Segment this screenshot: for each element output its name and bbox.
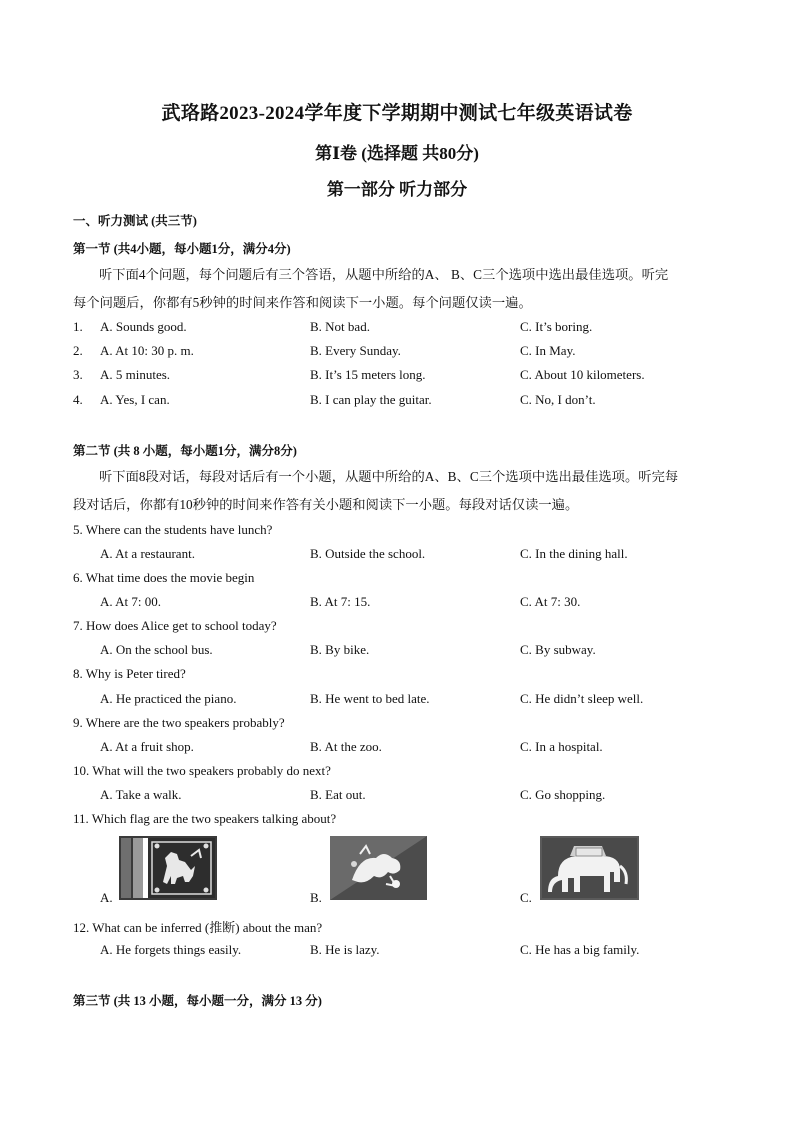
option-a: A. Take a walk. [100,787,182,802]
option-a: A. 5 minutes. [100,367,171,382]
sec2-heading: 第二节 (共 8 小题，每小题1分，满分8分) [73,444,297,458]
option-b: B. Outside the school. [310,546,426,561]
sec1-instructions [73,261,723,317]
option-a: A. Yes, I can. [100,392,170,407]
option-c: C. About 10 kilometers. [520,367,645,382]
option-b: B. Eat out. [310,787,366,802]
sec2-instr-line1: 听下面8段对话，每段对话后有一个小题，从题中所给的A、B、C三个选项中选出最佳选项。听完每 [99,469,679,484]
option-b: B. At 7: 15. [310,594,371,609]
part-title: 第一部分 听力部分 [326,180,468,199]
option-a: A. At a fruit shop. [100,739,194,754]
option-c: C. Go shopping. [520,787,606,802]
question-number: 4. [73,392,83,407]
question-item-3 [73,367,723,387]
lion-flag-image [119,836,217,900]
question-item-4 [73,392,723,412]
option-b: B. Not bad. [310,319,370,334]
question-number: 1. [73,319,83,334]
option-a: A. At 10: 30 p. m. [100,343,194,358]
option-c: C. It’s boring. [520,319,593,334]
sec1-instr-line1: 听下面4个问题，每个问题后有三个答语，从题中所给的A、 B、C三个选项中选出最佳选项。听完 [99,267,669,282]
option-c: C. In May. [520,343,576,358]
option-a: A. He practiced the piano. [100,691,237,706]
question-number: 2. [73,343,83,358]
section-heading: 一、听力测试 (共三节) [73,214,197,228]
question-item-2 [73,343,723,363]
sec3-heading: 第三节 (共 13 小题，每小题一分，满分 13 分) [73,994,322,1008]
option-a: A. At 7: 00. [100,594,162,609]
options-5 [73,546,723,566]
options-7 [73,642,723,662]
option-b: B. By bike. [310,642,370,657]
question-8: 8. Why is Peter tired? [73,666,186,681]
question-10: 10. What will the two speakers probably do next? [73,763,331,778]
option-c: C. In a hospital. [520,739,603,754]
option-c: C. By subway. [520,642,596,657]
sec1-instr-line2: 每个问题后，你都有5秒钟的时间来作答和阅读下一小题。每个问题仅读一遍。 [73,295,532,310]
option-b: B. He is lazy. [310,942,380,957]
sec2-instructions [73,463,723,519]
option-a: A. On the school bus. [100,642,213,657]
options-9 [73,739,723,759]
option-b: B. It’s 15 meters long. [310,367,426,382]
option-a: A. He forgets things easily. [100,942,242,957]
elephant-flag-image [540,836,639,900]
option-a: A. At a restaurant. [100,546,195,561]
option-c: C. In the dining hall. [520,546,628,561]
question-5: 5. Where can the students have lunch? [73,522,273,537]
question-6: 6. What time does the movie begin [73,570,255,585]
option-c: C. He has a big family. [520,942,640,957]
option-c: C. At 7: 30. [520,594,581,609]
exam-title: 武珞路2023-2024学年度下学期期中测试七年级英语试卷 [161,103,633,124]
volume-title: 第Ⅰ卷 (选择题 共80分) [315,144,479,163]
sec2-instr-line2: 段对话后，你都有10秒钟的时间来作答有关小题和阅读下一小题。每段对话仅读一遍。 [73,497,579,512]
option-b: B. I can play the guitar. [310,392,432,407]
question-12: 12. What can be inferred (推断) about the man? [73,920,323,935]
dragon-flag-image [330,836,427,900]
option-b: B. He went to bed late. [310,691,430,706]
option-c: C. He didn’t sleep well. [520,691,644,706]
option-c: C. No, I don’t. [520,392,596,407]
options-8 [73,691,723,711]
question-item-1 [73,319,723,339]
option-a-label: A. [100,890,113,905]
option-a: A. Sounds good. [100,319,187,334]
option-b-label: B. [310,890,322,905]
question-9: 9. Where are the two speakers probably? [73,715,285,730]
option-b: B. At the zoo. [310,739,382,754]
options-6 [73,594,723,614]
sec1-heading: 第一节 (共4小题，每小题1分，满分4分) [73,242,291,256]
options-10 [73,787,723,807]
question-7: 7. How does Alice get to school today? [73,618,277,633]
question-number: 3. [73,367,83,382]
option-b: B. Every Sunday. [310,343,401,358]
option-c-label: C. [520,890,532,905]
options-12 [73,942,723,962]
question-11: 11. Which flag are the two speakers talking about? [73,811,337,826]
